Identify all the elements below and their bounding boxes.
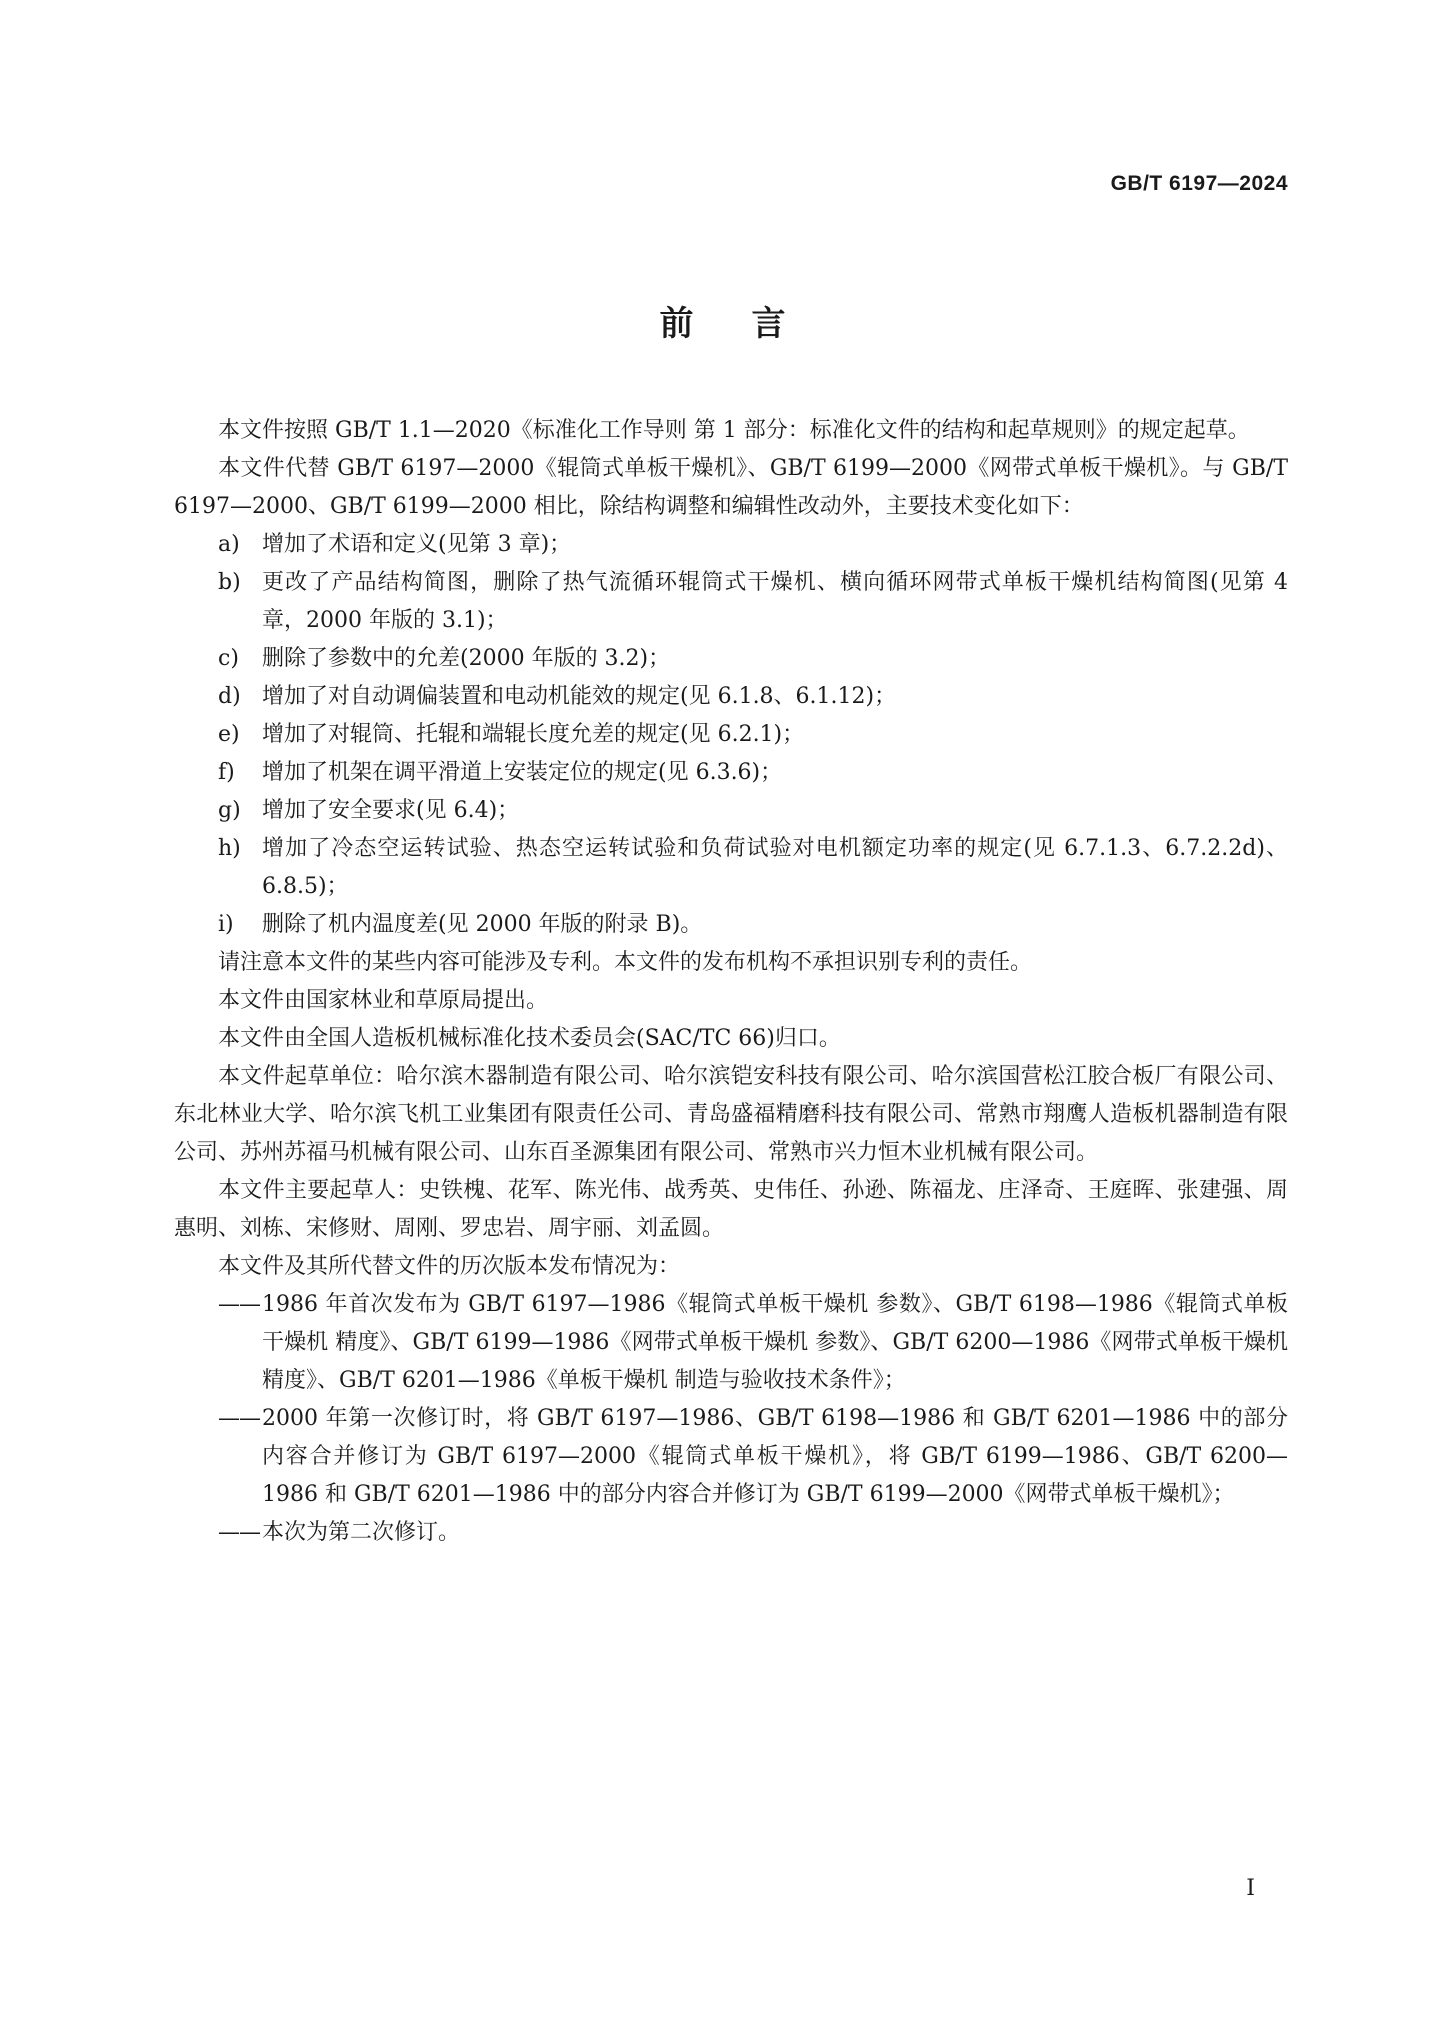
paragraph-committee: 本文件由全国人造板机械标准化技术委员会(SAC/TC 66)归口。 xyxy=(218,1026,841,1051)
list-item-label: b) xyxy=(218,570,241,595)
history-list xyxy=(174,1286,1288,1552)
paragraph-proposer: 本文件由国家林业和草原局提出。 xyxy=(218,988,549,1013)
list-item-label: —— xyxy=(218,1292,260,1317)
list-item-text: 删除了参数中的允差(2000 年版的 3.2)； xyxy=(262,646,671,671)
changes-list xyxy=(174,526,1288,944)
list-item xyxy=(174,678,1288,716)
list-item-text: 删除了机内温度差(见 2000 年版的附录 B)。 xyxy=(262,912,703,937)
list-item-label: f) xyxy=(218,760,235,785)
list-item-label: —— xyxy=(218,1520,260,1545)
list-item-label: d) xyxy=(218,684,241,709)
list-item-text: 增加了术语和定义(见第 3 章)； xyxy=(262,532,572,557)
paragraph-patent-notice: 请注意本文件的某些内容可能涉及专利。本文件的发布机构不承担识别专利的责任。 xyxy=(218,950,1033,975)
list-item-text: 2000 年第一次修订时，将 GB/T 6197—1986、GB/T 6198—1986 和 GB/T 6201—1986 中的部分内容合并修订为 GB/T 6197—2000《辊筒式单板干燥机》，将 GB/T 6199—1986、GB/T 6200—1986 和 GB/T 6201—1986 中的部分内容合并修订为 GB/T 6199—2000《网带式单板干燥机》； xyxy=(262,1406,1288,1507)
list-item xyxy=(174,1514,1288,1552)
paragraph-drafting-units: 本文件起草单位：哈尔滨木器制造有限公司、哈尔滨铠安科技有限公司、哈尔滨国营松江胶合板厂有限公司、东北林业大学、哈尔滨飞机工业集团有限责任公司、青岛盛福精磨科技有限公司、常熟市翔鹰人造板机器制造有限公司、苏州苏福马机械有限公司、山东百圣源集团有限公司、常熟市兴力恒木业机械有限公司。 xyxy=(174,1064,1288,1165)
list-item xyxy=(174,640,1288,678)
list-item-text: 增加了机架在调平滑道上安装定位的规定(见 6.3.6)； xyxy=(262,760,783,785)
list-item-text: 增加了对辊筒、托辊和端辊长度允差的规定(见 6.2.1)； xyxy=(262,722,805,747)
list-item-label: a) xyxy=(218,532,240,557)
list-item xyxy=(174,792,1288,830)
page-number: I xyxy=(1246,1876,1255,1901)
list-item-label: i) xyxy=(218,912,234,937)
list-item-label: e) xyxy=(218,722,240,747)
list-item xyxy=(174,564,1288,640)
standard-code: GB/T 6197—2024 xyxy=(1110,172,1288,195)
list-item-text: 1986 年首次发布为 GB/T 6197—1986《辊筒式单板干燥机 参数》、GB/T 6198—1986《辊筒式单板干燥机 精度》、GB/T 6199—1986《网带式单板干燥机 参数》、GB/T 6200—1986《网带式单板干燥机 精度》、GB/T 6201—1986《单板干燥机 制造与验收技术条件》； xyxy=(262,1292,1288,1393)
paragraph-replacement: 本文件代替 GB/T 6197—2000《辊筒式单板干燥机》、GB/T 6199—2000《网带式单板干燥机》。与 GB/T 6197—2000、GB/T 6199—2000 相比，除结构调整和编辑性改动外，主要技术变化如下： xyxy=(174,456,1288,519)
list-item-label: h) xyxy=(218,836,241,861)
list-item-label: c) xyxy=(218,646,239,671)
list-item-text: 增加了对自动调偏装置和电动机能效的规定(见 6.1.8、6.1.12)； xyxy=(262,684,897,709)
list-item xyxy=(174,716,1288,754)
list-item-label: —— xyxy=(218,1406,260,1431)
list-item xyxy=(174,1286,1288,1400)
list-item xyxy=(174,830,1288,906)
paragraph-drafting-rules: 本文件按照 GB/T 1.1—2020《标准化工作导则 第 1 部分：标准化文件的结构和起草规则》的规定起草。 xyxy=(218,418,1250,443)
foreword-body xyxy=(174,412,1288,1552)
list-item-label: g) xyxy=(218,798,241,823)
list-item xyxy=(174,906,1288,944)
list-item-text: 更改了产品结构简图，删除了热气流循环辊筒式干燥机、横向循环网带式单板干燥机结构简图(见第 4 章，2000 年版的 3.1)； xyxy=(262,570,1288,633)
paragraph-history-intro: 本文件及其所代替文件的历次版本发布情况为： xyxy=(218,1254,681,1279)
list-item-text: 本次为第二次修订。 xyxy=(262,1520,461,1545)
list-item xyxy=(174,754,1288,792)
page-title: 前言 xyxy=(659,304,844,344)
paragraph-drafters: 本文件主要起草人：史铁槐、花军、陈光伟、战秀英、史伟任、孙逊、陈福龙、庄泽奇、王庭晖、张建强、周惠明、刘栋、宋修财、周刚、罗忠岩、周宇丽、刘孟圆。 xyxy=(174,1178,1288,1241)
list-item-text: 增加了冷态空运转试验、热态空运转试验和负荷试验对电机额定功率的规定(见 6.7.1.3、6.7.2.2d)、6.8.5)； xyxy=(262,836,1288,899)
list-item-text: 增加了安全要求(见 6.4)； xyxy=(262,798,520,823)
list-item xyxy=(174,526,1288,564)
list-item xyxy=(174,1400,1288,1514)
